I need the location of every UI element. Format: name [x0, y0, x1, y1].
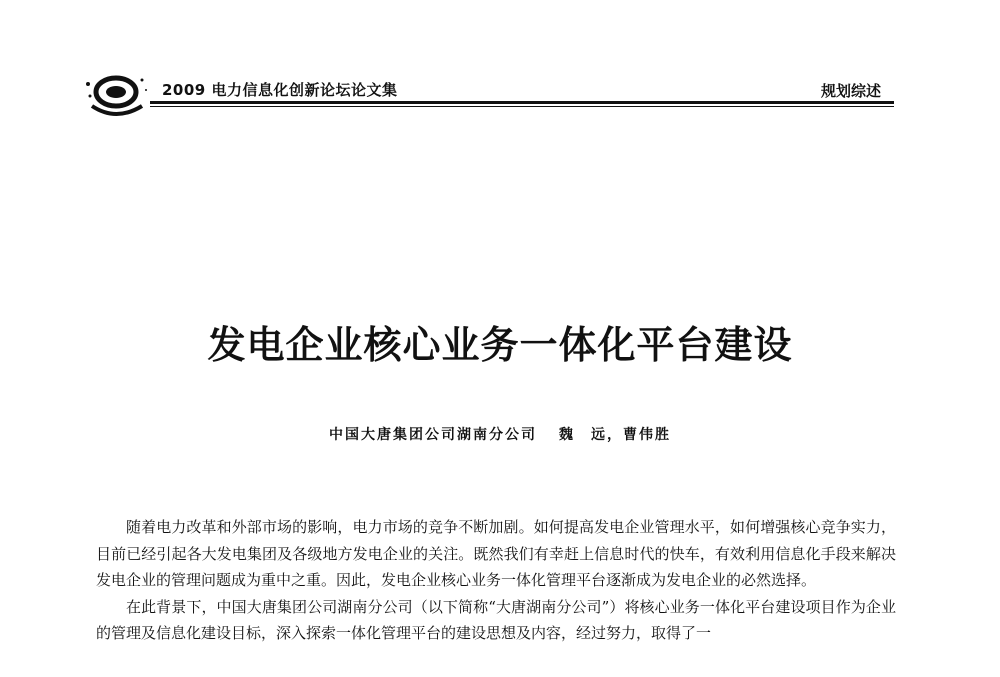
header-rule-thin — [150, 106, 894, 107]
article-body — [96, 514, 896, 647]
affiliation: 中国大唐集团公司湖南分公司 — [329, 427, 537, 443]
body-paragraph: 在此背景下，中国大唐集团公司湖南分公司（以下简称“大唐湖南分公司”）将核心业务一体化平台建设项目作为企业的管理及信息化建设目标，深入探索一体化管理平台的建设思想及内容，经过努力，取得了一 — [96, 597, 896, 642]
body-paragraph: 随着电力改革和外部市场的影响，电力市场的竞争不断加剧。如何提高发电企业管理水平，如何增强核心竞争实力，目前已经引起各大发电集团及各级地方发电企业的关注。既然我们有幸赶上信息时代的快车，有效利用信息化手段来解决发电企业的管理问题成为重中之重。因此，发电企业核心业务一体化管理平台逐渐成为发电企业的必然选择。 — [96, 518, 896, 589]
header-rule — [150, 101, 894, 104]
journal-title: 2009 电力信息化创新论坛论文集 — [162, 81, 398, 99]
forum-logo-icon — [82, 62, 154, 124]
article-title: 发电企业核心业务一体化平台建设 — [207, 323, 793, 367]
section-label: 规划综述 — [821, 82, 882, 100]
byline — [0, 424, 1000, 444]
authors: 魏 远，曹伟胜 — [559, 427, 671, 443]
